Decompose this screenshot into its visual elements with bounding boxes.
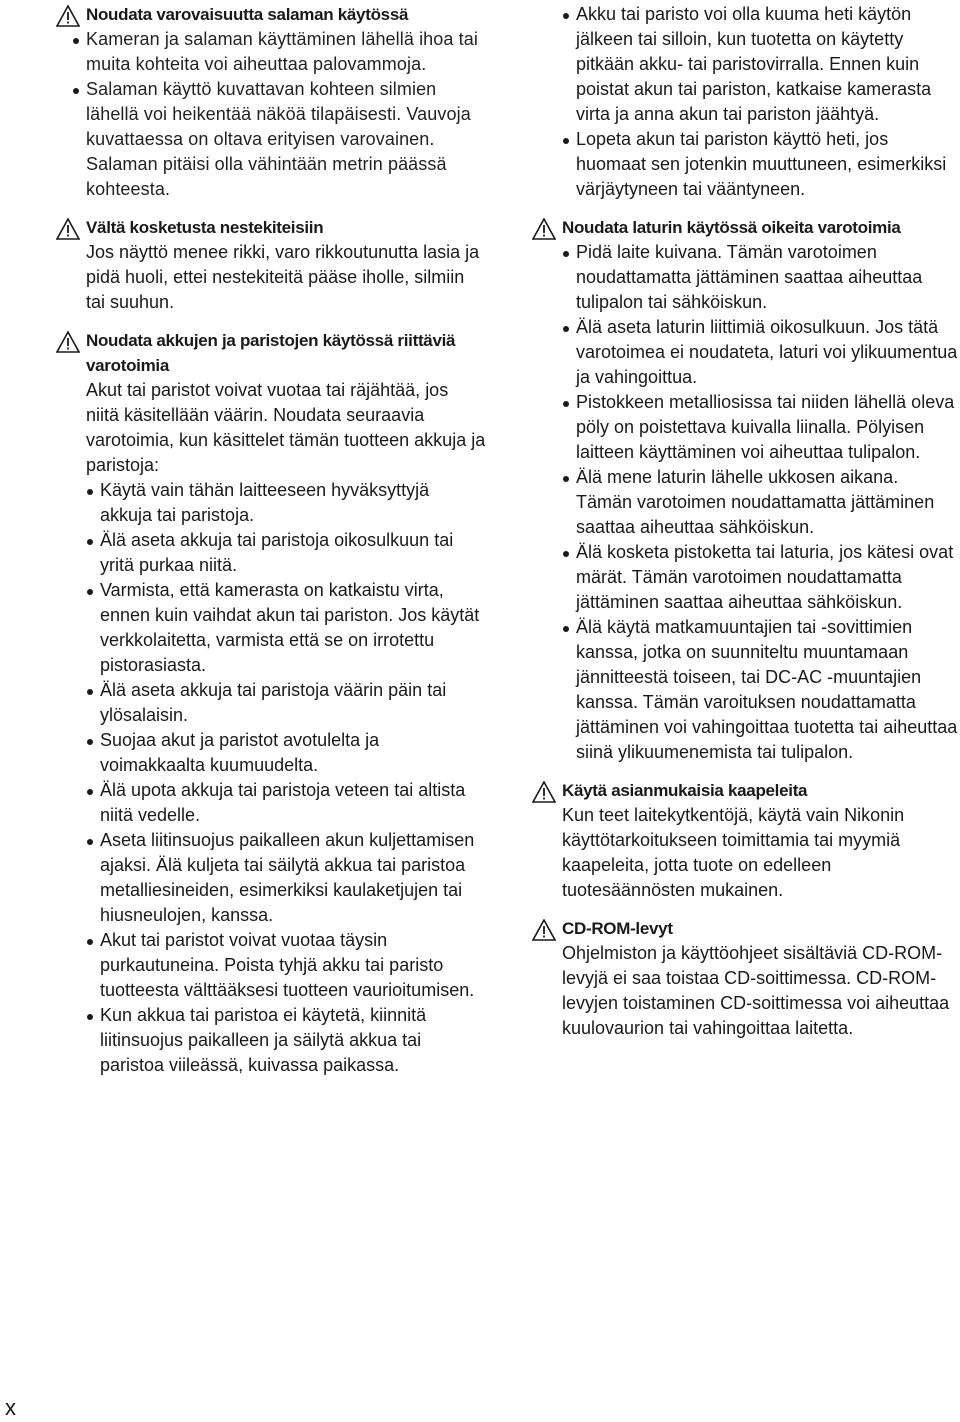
section-flash-caution [56,2,486,202]
section-heading [56,2,486,27]
list-item: Salaman käyttö kuvattavan kohteen silmien lähellä voi heikentää näköä tilapäisesti. Vauvoja kuvattaessa on oltava erityisen varovainen. Salaman pitäisi olla vähintään metrin päässä kohteesta. [86,77,486,202]
list-item: Käytä vain tähän laitteeseen hyväksyttyjä akkuja tai paristoja. [100,478,486,528]
section-cd-rom [532,916,958,1041]
bullet-list [532,240,958,765]
warning-triangle-icon [532,919,556,941]
list-item: Suojaa akut ja paristot avotulelta ja voimakkaalta kuumuudelta. [100,728,486,778]
bullet-list [56,27,486,202]
section-heading [532,215,958,240]
list-item: Pistokkeen metalliosissa tai niiden lähellä oleva pöly on poistettava kuivalla liinalla. Pölyisen laitteen käyttäminen voi aiheuttaa tulipalon. [576,390,958,465]
section-heading [56,328,486,378]
paragraph: Jos näyttö menee rikki, varo rikkoutunutta lasia ja pidä huoli, ettei nestekiteitä pääse iholle, silmiin tai suuhun. [86,242,480,312]
warning-triangle-icon [56,331,80,353]
paragraph: Akut tai paristot voivat vuotaa tai räjähtää, jos niitä käsitellään väärin. Noudata seuraavia varotoimia, kun käsittelet tämän tuotteen akkuja ja paristoja: [86,380,486,475]
heading-text: Vältä kosketusta nestekiteisiin [86,218,324,237]
bullet-list [56,478,486,1078]
paragraph: Ohjelmiston ja käyttöohjeet sisältäviä CD-ROM-levyjä ei saa toistaa CD-soittimessa. CD-ROM-levyjen toistaminen CD-soittimessa voi aiheuttaa kuulovaurion tai vahingoittaa laitetta. [562,943,950,1038]
list-item: Älä käytä matkamuuntajien tai -sovittimien kanssa, jotka on suunniteltu muuntamaan jännitteestä toiseen, tai DC-AC -muuntajien kanssa. Tämän varoituksen noudattamatta jättäminen voi vahingoittaa tuotetta tai aiheuttaa siinä ylikuumenemista tai tulipalon. [576,615,958,765]
warning-triangle-icon [532,781,556,803]
section-cables [532,778,958,903]
section-batteries [56,328,486,1078]
list-item: Älä kosketa pistoketta tai laturia, jos kätesi ovat märät. Tämän varotoimen noudattamatta jättäminen saattaa aiheuttaa sähköiskun. [576,540,958,615]
warning-triangle-icon [56,5,80,27]
list-item: Varmista, että kamerasta on katkaistu virta, ennen kuin vaihdat akun tai pariston. Jos käytät verkkolaitetta, varmista että se on irrotettu pistorasiasta. [100,578,486,678]
paragraph: Kun teet laitekytkentöjä, käytä vain Nikonin käyttötarkoitukseen toimittamia tai myymiä kaapeleita, jotta tuote on edelleen tuotesäännösten mukainen. [562,805,905,900]
list-item: Akut tai paristot voivat vuotaa täysin purkautuneina. Poista tyhjä akku tai paristo tuotteesta välttääksesi tuotteen vaurioitumisen. [100,928,486,1003]
list-item: Aseta liitinsuojus paikalleen akun kuljettamisen ajaksi. Älä kuljeta tai säilytä akkua tai paristoa metalliesineiden, esimerkiksi kaulaketjujen tai hiusneulojen, kanssa. [100,828,486,928]
bullet-list [532,2,958,202]
list-item: Älä mene laturin lähelle ukkosen aikana. Tämän varotoimen noudattamatta jättäminen saattaa aiheuttaa sähköiskun. [576,465,958,540]
section-charger [532,215,958,765]
section-heading [532,916,958,941]
section-heading [532,778,958,803]
heading-text: Noudata laturin käytössä oikeita varotoimia [562,218,901,237]
section-lcd [56,215,486,315]
warning-triangle-icon [56,218,80,240]
list-item: Lopeta akun tai pariston käyttö heti, jos huomaat sen jotenkin muuttuneen, esimerkiksi värjäytyneen tai vääntyneen. [576,127,958,202]
page-number: x [5,1395,16,1420]
list-item: Älä aseta laturin liittimiä oikosulkuun. Jos tätä varotoimea ei noudateta, laturi voi ylikuumentua ja vahingoittua. [576,315,958,390]
left-column [56,2,486,1078]
list-item: Älä aseta akkuja tai paristoja väärin päin tai ylösalaisin. [100,678,486,728]
right-column [532,2,958,1041]
heading-text: CD-ROM-levyt [562,919,673,938]
section-batteries-continued [532,2,958,202]
heading-text: Noudata varovaisuutta salaman käytössä [86,5,409,24]
list-item: Kameran ja salaman käyttäminen lähellä ihoa tai muita kohteita voi aiheuttaa palovammoja. [86,27,486,77]
list-item: Pidä laite kuivana. Tämän varotoimen noudattamatta jättäminen saattaa aiheuttaa tulipalon tai sähköiskun. [576,240,958,315]
list-item: Älä aseta akkuja tai paristoja oikosulkuun tai yritä purkaa niitä. [100,528,486,578]
list-item: Älä upota akkuja tai paristoja veteen tai altista niitä vedelle. [100,778,486,828]
list-item: Kun akkua tai paristoa ei käytetä, kiinnitä liitinsuojus paikalleen ja säilytä akkua tai paristoa viileässä, kuivassa paikassa. [100,1003,486,1078]
heading-text: Noudata akkujen ja paristojen käytössä riittäviä varotoimia [86,331,456,375]
list-item: Akku tai paristo voi olla kuuma heti käytön jälkeen tai silloin, kun tuotetta on käytetty pitkään akku- tai paristovirralla. Ennen kuin poistat akun tai pariston, katkaise kamerasta virta ja anna akun tai pariston jäähtyä. [576,2,958,127]
heading-text: Käytä asianmukaisia kaapeleita [562,781,808,800]
warning-triangle-icon [532,218,556,240]
section-heading [56,215,486,240]
